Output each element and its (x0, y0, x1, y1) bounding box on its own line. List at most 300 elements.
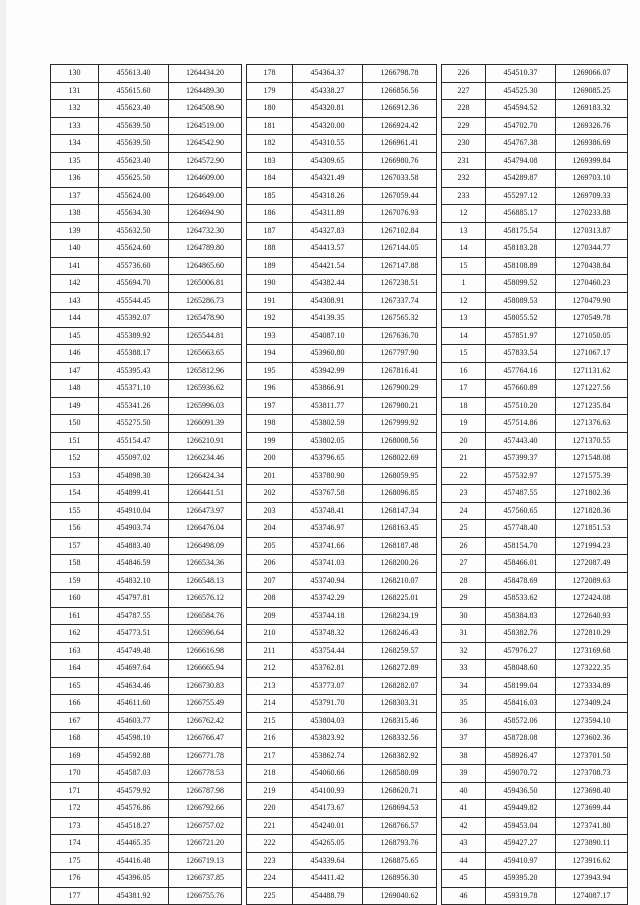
point-number: 148 (51, 380, 99, 398)
table-row (247, 660, 437, 678)
x-coordinate: 455371.10 (99, 380, 169, 398)
point-number: 32 (442, 642, 486, 660)
point-number: 152 (51, 450, 99, 468)
x-coordinate: 455392.07 (99, 310, 169, 328)
point-number: 159 (51, 572, 99, 590)
y-coordinate: 1268259.57 (363, 642, 437, 660)
y-coordinate: 1268766.57 (363, 817, 437, 835)
y-coordinate: 1264434.20 (169, 65, 242, 83)
x-coordinate: 454465.35 (99, 835, 169, 853)
y-coordinate: 1273409.24 (556, 695, 628, 713)
point-number: 164 (51, 660, 99, 678)
table-row (247, 852, 437, 870)
x-coordinate: 454587.03 (99, 765, 169, 783)
point-number: 163 (51, 642, 99, 660)
point-number: 131 (51, 82, 99, 100)
y-coordinate: 1273701.50 (556, 747, 628, 765)
point-number: 34 (442, 677, 486, 695)
y-coordinate: 1266856.56 (363, 82, 437, 100)
table-row (247, 870, 437, 888)
point-number: 43 (442, 835, 486, 853)
point-number: 40 (442, 782, 486, 800)
y-coordinate: 1269066.07 (556, 65, 628, 83)
x-coordinate: 458099.52 (486, 275, 556, 293)
x-coordinate: 454411.42 (293, 870, 363, 888)
table-row (442, 82, 628, 100)
point-number: 144 (51, 310, 99, 328)
y-coordinate: 1268303.31 (363, 695, 437, 713)
point-number: 25 (442, 520, 486, 538)
x-coordinate: 459395.20 (486, 870, 556, 888)
x-coordinate: 455275.50 (99, 415, 169, 433)
point-number: 225 (247, 887, 293, 905)
point-number: 12 (442, 205, 486, 223)
x-coordinate: 454338.27 (293, 82, 363, 100)
x-coordinate: 453740.94 (293, 572, 363, 590)
table-row (442, 432, 628, 450)
x-coordinate: 455341.26 (99, 397, 169, 415)
point-number: 45 (442, 870, 486, 888)
y-coordinate: 1266721.20 (169, 835, 242, 853)
y-coordinate: 1271828.36 (556, 502, 628, 520)
x-coordinate: 458175.54 (486, 222, 556, 240)
x-coordinate: 458048.60 (486, 660, 556, 678)
point-number: 150 (51, 415, 99, 433)
x-coordinate: 453802.05 (293, 432, 363, 450)
y-coordinate: 1268225.01 (363, 590, 437, 608)
y-coordinate: 1264789.80 (169, 240, 242, 258)
x-coordinate: 453802.59 (293, 415, 363, 433)
x-coordinate: 454903.74 (99, 520, 169, 538)
x-coordinate: 453791.70 (293, 695, 363, 713)
y-coordinate: 1271235.84 (556, 397, 628, 415)
y-coordinate: 1267059.44 (363, 187, 437, 205)
point-number: 222 (247, 835, 293, 853)
x-coordinate: 454327.83 (293, 222, 363, 240)
x-coordinate: 454899.41 (99, 485, 169, 503)
point-number: 39 (442, 765, 486, 783)
y-coordinate: 1268694.53 (363, 800, 437, 818)
x-coordinate: 454173.67 (293, 800, 363, 818)
y-coordinate: 1265812.96 (169, 362, 242, 380)
y-coordinate: 1269040.62 (363, 887, 437, 905)
table-row (247, 240, 437, 258)
x-coordinate: 454611.60 (99, 695, 169, 713)
x-coordinate: 453741.66 (293, 537, 363, 555)
point-number: 218 (247, 765, 293, 783)
y-coordinate: 1266548.13 (169, 572, 242, 590)
x-coordinate: 453748.32 (293, 625, 363, 643)
point-number: 177 (51, 887, 99, 905)
point-number: 33 (442, 660, 486, 678)
x-coordinate: 454320.81 (293, 100, 363, 118)
y-coordinate: 1266755.49 (169, 695, 242, 713)
point-number: 18 (442, 397, 486, 415)
table-row (442, 852, 628, 870)
x-coordinate: 453823.92 (293, 730, 363, 748)
x-coordinate: 455625.50 (99, 170, 169, 188)
y-coordinate: 1273943.94 (556, 870, 628, 888)
y-coordinate: 1266424.34 (169, 467, 242, 485)
x-coordinate: 455615.60 (99, 82, 169, 100)
x-coordinate: 454898.30 (99, 467, 169, 485)
y-coordinate: 1266792.66 (169, 800, 242, 818)
x-coordinate: 458382.76 (486, 625, 556, 643)
x-coordinate: 454832.10 (99, 572, 169, 590)
point-number: 166 (51, 695, 99, 713)
point-number: 217 (247, 747, 293, 765)
x-coordinate: 453742.29 (293, 590, 363, 608)
table-row (442, 660, 628, 678)
y-coordinate: 1268008.56 (363, 432, 437, 450)
point-number: 20 (442, 432, 486, 450)
table-row (51, 572, 242, 590)
point-number: 178 (247, 65, 293, 83)
x-coordinate: 458154.70 (486, 537, 556, 555)
x-coordinate: 454265.05 (293, 835, 363, 853)
table-row (442, 695, 628, 713)
coordinate-table-1 (50, 64, 242, 905)
x-coordinate: 454749.48 (99, 642, 169, 660)
table-row (51, 432, 242, 450)
table-row (247, 467, 437, 485)
table-row (247, 677, 437, 695)
point-number: 165 (51, 677, 99, 695)
point-number: 230 (442, 135, 486, 153)
x-coordinate: 457764.16 (486, 362, 556, 380)
table-row (247, 362, 437, 380)
table-row (247, 607, 437, 625)
x-coordinate: 457514.86 (486, 415, 556, 433)
y-coordinate: 1267999.92 (363, 415, 437, 433)
table-row (247, 537, 437, 555)
point-number: 189 (247, 257, 293, 275)
y-coordinate: 1268059.95 (363, 467, 437, 485)
table-row (51, 555, 242, 573)
table-row (51, 152, 242, 170)
x-coordinate: 455613.40 (99, 65, 169, 83)
x-coordinate: 459319.78 (486, 887, 556, 905)
y-coordinate: 1268187.48 (363, 537, 437, 555)
table-row (247, 502, 437, 520)
table-row (247, 747, 437, 765)
table-row (247, 82, 437, 100)
y-coordinate: 1264489.30 (169, 82, 242, 100)
y-coordinate: 1272089.63 (556, 572, 628, 590)
table-row (442, 292, 628, 310)
table-row (442, 275, 628, 293)
point-number: 158 (51, 555, 99, 573)
y-coordinate: 1266534.36 (169, 555, 242, 573)
x-coordinate: 454318.26 (293, 187, 363, 205)
table-row (51, 397, 242, 415)
table-row (442, 327, 628, 345)
x-coordinate: 455624.00 (99, 187, 169, 205)
table-row (247, 222, 437, 240)
table-row (442, 187, 628, 205)
y-coordinate: 1264694.90 (169, 205, 242, 223)
point-number: 155 (51, 502, 99, 520)
table-row (247, 415, 437, 433)
point-number: 171 (51, 782, 99, 800)
point-number: 173 (51, 817, 99, 835)
table-row (442, 642, 628, 660)
x-coordinate: 458728.08 (486, 730, 556, 748)
x-coordinate: 458089.53 (486, 292, 556, 310)
table-row (51, 835, 242, 853)
x-coordinate: 454579.92 (99, 782, 169, 800)
y-coordinate: 1271067.17 (556, 345, 628, 363)
table-row (442, 712, 628, 730)
y-coordinate: 1269399.84 (556, 152, 628, 170)
point-number: 206 (247, 555, 293, 573)
point-number: 216 (247, 730, 293, 748)
point-number: 170 (51, 765, 99, 783)
table-row (247, 292, 437, 310)
table-row (51, 82, 242, 100)
table-row (51, 817, 242, 835)
point-number: 192 (247, 310, 293, 328)
y-coordinate: 1271227.56 (556, 380, 628, 398)
x-coordinate: 454697.64 (99, 660, 169, 678)
x-coordinate: 454594.52 (486, 100, 556, 118)
table-row (247, 572, 437, 590)
y-coordinate: 1266584.76 (169, 607, 242, 625)
table-row (247, 327, 437, 345)
x-coordinate: 457851.97 (486, 327, 556, 345)
point-number: 27 (442, 555, 486, 573)
point-number: 184 (247, 170, 293, 188)
x-coordinate: 455736.60 (99, 257, 169, 275)
x-coordinate: 453811.77 (293, 397, 363, 415)
table-row (442, 887, 628, 905)
y-coordinate: 1266961.41 (363, 135, 437, 153)
point-number: 139 (51, 222, 99, 240)
point-number: 134 (51, 135, 99, 153)
coordinate-table-3 (441, 64, 628, 905)
table-row (247, 65, 437, 83)
y-coordinate: 1268163.45 (363, 520, 437, 538)
table-row (51, 537, 242, 555)
x-coordinate: 454510.37 (486, 65, 556, 83)
y-coordinate: 1267636.70 (363, 327, 437, 345)
table-row (442, 222, 628, 240)
point-number: 231 (442, 152, 486, 170)
x-coordinate: 457532.97 (486, 467, 556, 485)
y-coordinate: 1269386.69 (556, 135, 628, 153)
y-coordinate: 1271994.23 (556, 537, 628, 555)
point-number: 167 (51, 712, 99, 730)
point-number: 156 (51, 520, 99, 538)
point-number: 227 (442, 82, 486, 100)
table-row (51, 607, 242, 625)
x-coordinate: 455624.60 (99, 240, 169, 258)
y-coordinate: 1268200.26 (363, 555, 437, 573)
point-number: 21 (442, 450, 486, 468)
point-number: 186 (247, 205, 293, 223)
table-row (247, 730, 437, 748)
y-coordinate: 1273594.10 (556, 712, 628, 730)
y-coordinate: 1266719.13 (169, 852, 242, 870)
point-number: 19 (442, 415, 486, 433)
x-coordinate: 457560.65 (486, 502, 556, 520)
x-coordinate: 454240.01 (293, 817, 363, 835)
x-coordinate: 453862.74 (293, 747, 363, 765)
y-coordinate: 1266912.36 (363, 100, 437, 118)
point-number: 223 (247, 852, 293, 870)
table-row (247, 485, 437, 503)
y-coordinate: 1264508.90 (169, 100, 242, 118)
table-row (51, 712, 242, 730)
y-coordinate: 1265936.62 (169, 380, 242, 398)
point-number: 13 (442, 310, 486, 328)
point-number: 13 (442, 222, 486, 240)
x-coordinate: 454087.10 (293, 327, 363, 345)
x-coordinate: 453741.03 (293, 555, 363, 573)
y-coordinate: 1267144.05 (363, 240, 437, 258)
x-coordinate: 455634.30 (99, 205, 169, 223)
x-coordinate: 455388.17 (99, 345, 169, 363)
x-coordinate: 454421.54 (293, 257, 363, 275)
y-coordinate: 1271802.36 (556, 485, 628, 503)
table-row (51, 170, 242, 188)
y-coordinate: 1266798.78 (363, 65, 437, 83)
y-coordinate: 1268022.69 (363, 450, 437, 468)
table-row (51, 870, 242, 888)
table-row (442, 170, 628, 188)
table-row (442, 485, 628, 503)
point-number: 154 (51, 485, 99, 503)
y-coordinate: 1274087.17 (556, 887, 628, 905)
x-coordinate: 458183.28 (486, 240, 556, 258)
point-number: 17 (442, 380, 486, 398)
x-coordinate: 454910.04 (99, 502, 169, 520)
point-number: 140 (51, 240, 99, 258)
y-coordinate: 1268246.43 (363, 625, 437, 643)
point-number: 135 (51, 152, 99, 170)
x-coordinate: 454396.05 (99, 870, 169, 888)
table-row (442, 380, 628, 398)
y-coordinate: 1265544.81 (169, 327, 242, 345)
x-coordinate: 454773.51 (99, 625, 169, 643)
table-row (51, 362, 242, 380)
x-coordinate: 454518.27 (99, 817, 169, 835)
table-row (51, 205, 242, 223)
x-coordinate: 453866.91 (293, 380, 363, 398)
y-coordinate: 1272640.93 (556, 607, 628, 625)
point-number: 197 (247, 397, 293, 415)
y-coordinate: 1272424.08 (556, 590, 628, 608)
y-coordinate: 1266596.64 (169, 625, 242, 643)
y-coordinate: 1264649.00 (169, 187, 242, 205)
table-row (247, 817, 437, 835)
y-coordinate: 1268315.46 (363, 712, 437, 730)
point-number: 193 (247, 327, 293, 345)
point-number: 202 (247, 485, 293, 503)
y-coordinate: 1273916.62 (556, 852, 628, 870)
point-number: 228 (442, 100, 486, 118)
table-row (247, 170, 437, 188)
table-row (247, 695, 437, 713)
point-number: 168 (51, 730, 99, 748)
x-coordinate: 455639.50 (99, 135, 169, 153)
x-coordinate: 455639.50 (99, 117, 169, 135)
table-row (247, 555, 437, 573)
point-number: 130 (51, 65, 99, 83)
table-row (51, 450, 242, 468)
y-coordinate: 1270438.84 (556, 257, 628, 275)
point-number: 209 (247, 607, 293, 625)
x-coordinate: 453796.65 (293, 450, 363, 468)
y-coordinate: 1273699.44 (556, 800, 628, 818)
table-row (247, 100, 437, 118)
y-coordinate: 1268382.92 (363, 747, 437, 765)
y-coordinate: 1273169.68 (556, 642, 628, 660)
point-number: 220 (247, 800, 293, 818)
table-row (51, 380, 242, 398)
table-row (247, 205, 437, 223)
table-row (247, 800, 437, 818)
y-coordinate: 1271851.53 (556, 520, 628, 538)
y-coordinate: 1267816.41 (363, 362, 437, 380)
y-coordinate: 1266441.51 (169, 485, 242, 503)
table-row (51, 292, 242, 310)
point-number: 41 (442, 800, 486, 818)
x-coordinate: 454139.35 (293, 310, 363, 328)
y-coordinate: 1269709.33 (556, 187, 628, 205)
x-coordinate: 459427.27 (486, 835, 556, 853)
x-coordinate: 454603.77 (99, 712, 169, 730)
table-row (442, 240, 628, 258)
y-coordinate: 1267102.84 (363, 222, 437, 240)
point-number: 16 (442, 362, 486, 380)
y-coordinate: 1267900.29 (363, 380, 437, 398)
point-number: 161 (51, 607, 99, 625)
x-coordinate: 454592.88 (99, 747, 169, 765)
table-row (247, 782, 437, 800)
table-row (51, 625, 242, 643)
point-number: 190 (247, 275, 293, 293)
point-number: 208 (247, 590, 293, 608)
table-row (442, 835, 628, 853)
x-coordinate: 454310.55 (293, 135, 363, 153)
table-row (51, 642, 242, 660)
x-coordinate: 459449.82 (486, 800, 556, 818)
point-number: 224 (247, 870, 293, 888)
table-row (247, 397, 437, 415)
point-number: 145 (51, 327, 99, 345)
y-coordinate: 1266576.12 (169, 590, 242, 608)
point-number: 183 (247, 152, 293, 170)
table-row (247, 275, 437, 293)
table-row (51, 257, 242, 275)
table-row (51, 467, 242, 485)
x-coordinate: 457833.54 (486, 345, 556, 363)
y-coordinate: 1266766.47 (169, 730, 242, 748)
table-row (442, 467, 628, 485)
x-coordinate: 455297.12 (486, 187, 556, 205)
x-coordinate: 458416.03 (486, 695, 556, 713)
point-number: 137 (51, 187, 99, 205)
x-coordinate: 458533.62 (486, 590, 556, 608)
y-coordinate: 1264732.30 (169, 222, 242, 240)
x-coordinate: 459070.72 (486, 765, 556, 783)
y-coordinate: 1268234.19 (363, 607, 437, 625)
table-row (51, 677, 242, 695)
table-row (51, 887, 242, 905)
y-coordinate: 1268210.07 (363, 572, 437, 590)
point-number: 188 (247, 240, 293, 258)
